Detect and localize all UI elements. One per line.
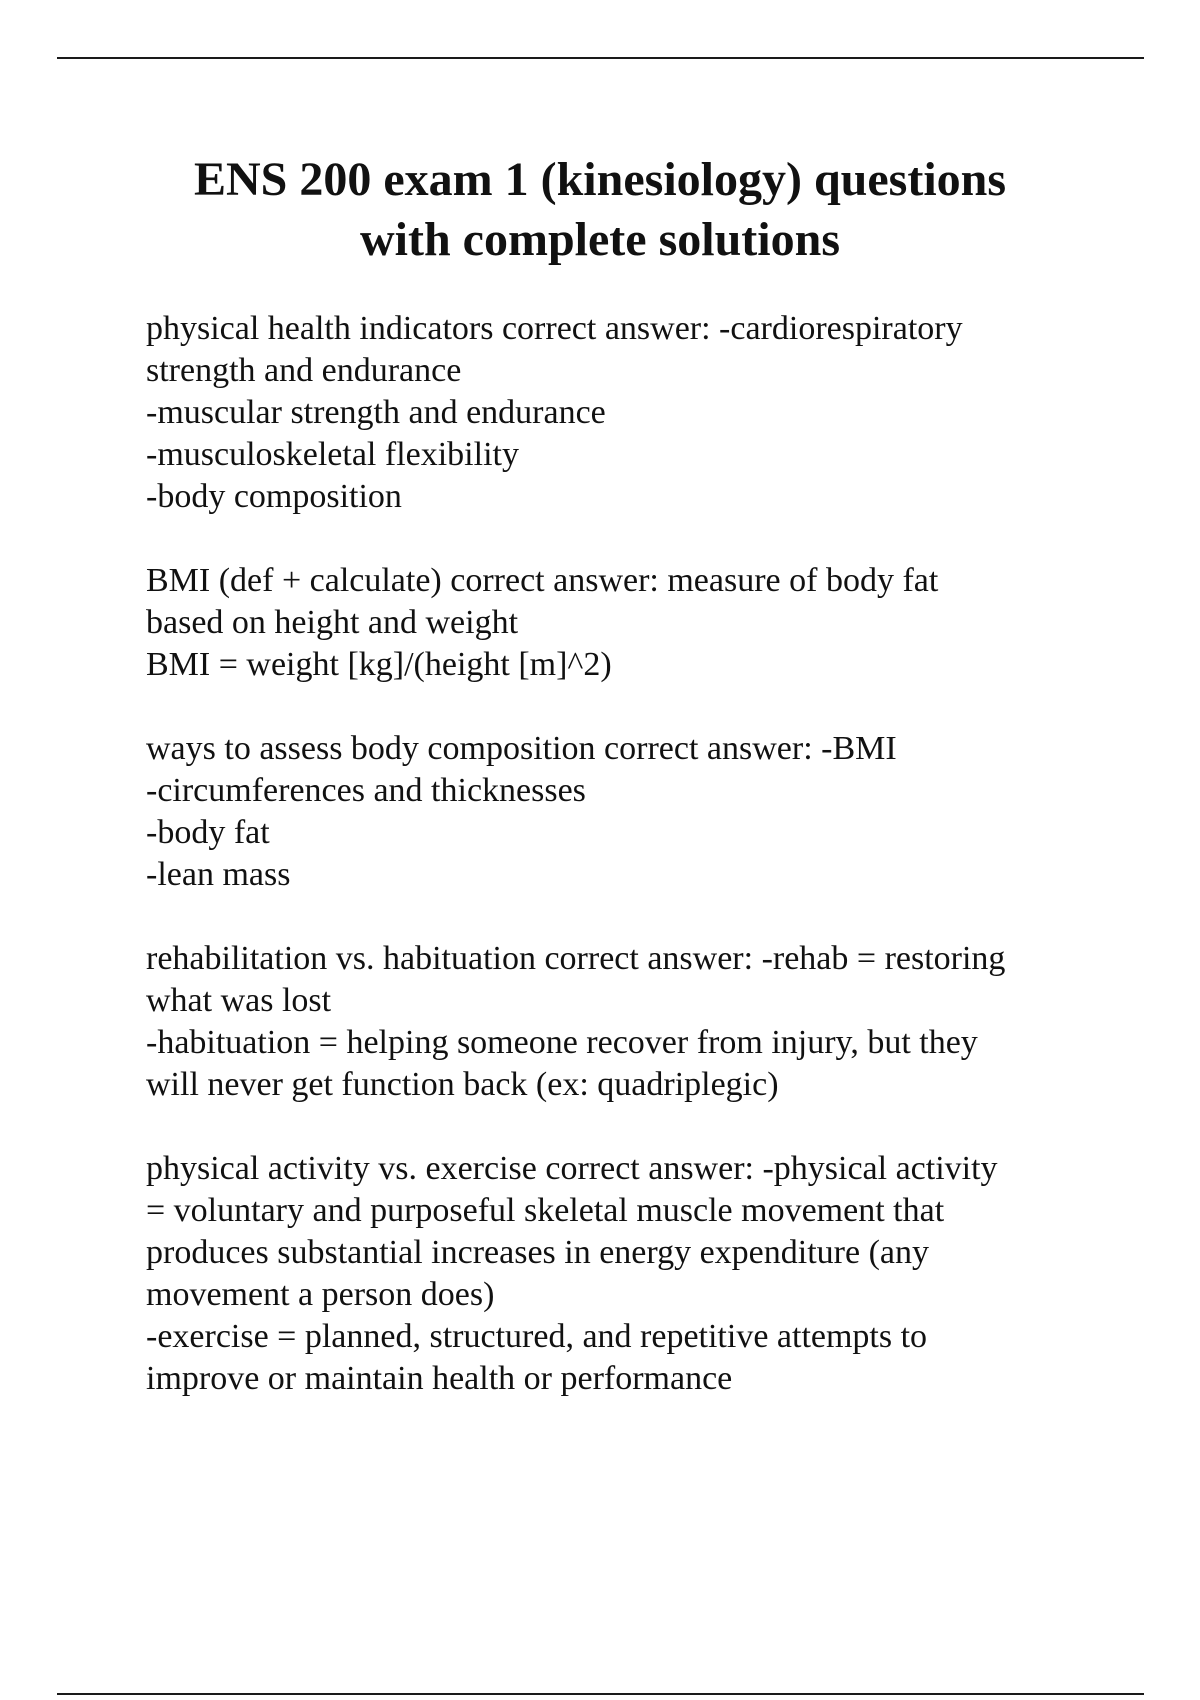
title-line: ENS 200 exam 1 (kinesiology) questions <box>193 153 1007 206</box>
entry-line: produces substantial increases in energy expenditure (any <box>146 1234 929 1271</box>
entry-line: -musculoskeletal flexibility <box>146 436 519 473</box>
entry-line: improve or maintain health or performance <box>146 1360 733 1397</box>
entry-line: -circumferences and thicknesses <box>146 772 586 809</box>
entry-line: rehabilitation vs. habituation correct answer: -rehab = restoring <box>146 940 1006 977</box>
entry-line: -body fat <box>146 814 270 851</box>
entry-line: = voluntary and purposeful skeletal muscle movement that <box>146 1192 945 1229</box>
entry-line: BMI (def + calculate) correct answer: measure of body fat <box>146 562 939 599</box>
qa-entry-bmi <box>146 560 1106 686</box>
qa-entry-rehab-vs-habituation <box>146 938 1106 1106</box>
title-line: with complete solutions <box>360 213 840 266</box>
entry-line: BMI = weight [kg]/(height [m]^2) <box>146 646 612 683</box>
entry-line: -habituation = helping someone recover from injury, but they <box>146 1024 978 1061</box>
entry-line: movement a person does) <box>146 1276 495 1313</box>
entry-line: will never get function back (ex: quadriplegic) <box>146 1066 779 1103</box>
entry-line: -muscular strength and endurance <box>146 394 606 431</box>
entry-line: strength and endurance <box>146 352 462 389</box>
bottom-divider <box>57 1693 1144 1695</box>
entry-line: based on height and weight <box>146 604 519 641</box>
qa-entry-activity-vs-exercise <box>146 1148 1106 1400</box>
entry-line: what was lost <box>146 982 332 1019</box>
entry-line: physical activity vs. exercise correct answer: -physical activity <box>146 1150 998 1187</box>
entry-line: -body composition <box>146 478 402 515</box>
document-body <box>146 308 1106 1442</box>
qa-entry-physical-health-indicators <box>146 308 1106 518</box>
entry-line: physical health indicators correct answer: -cardiorespiratory <box>146 310 963 347</box>
entry-line: ways to assess body composition correct answer: -BMI <box>146 730 897 767</box>
entry-line: -lean mass <box>146 856 291 893</box>
qa-entry-body-composition <box>146 728 1106 896</box>
document-title <box>100 150 1100 270</box>
top-divider <box>57 57 1144 59</box>
entry-line: -exercise = planned, structured, and repetitive attempts to <box>146 1318 928 1355</box>
